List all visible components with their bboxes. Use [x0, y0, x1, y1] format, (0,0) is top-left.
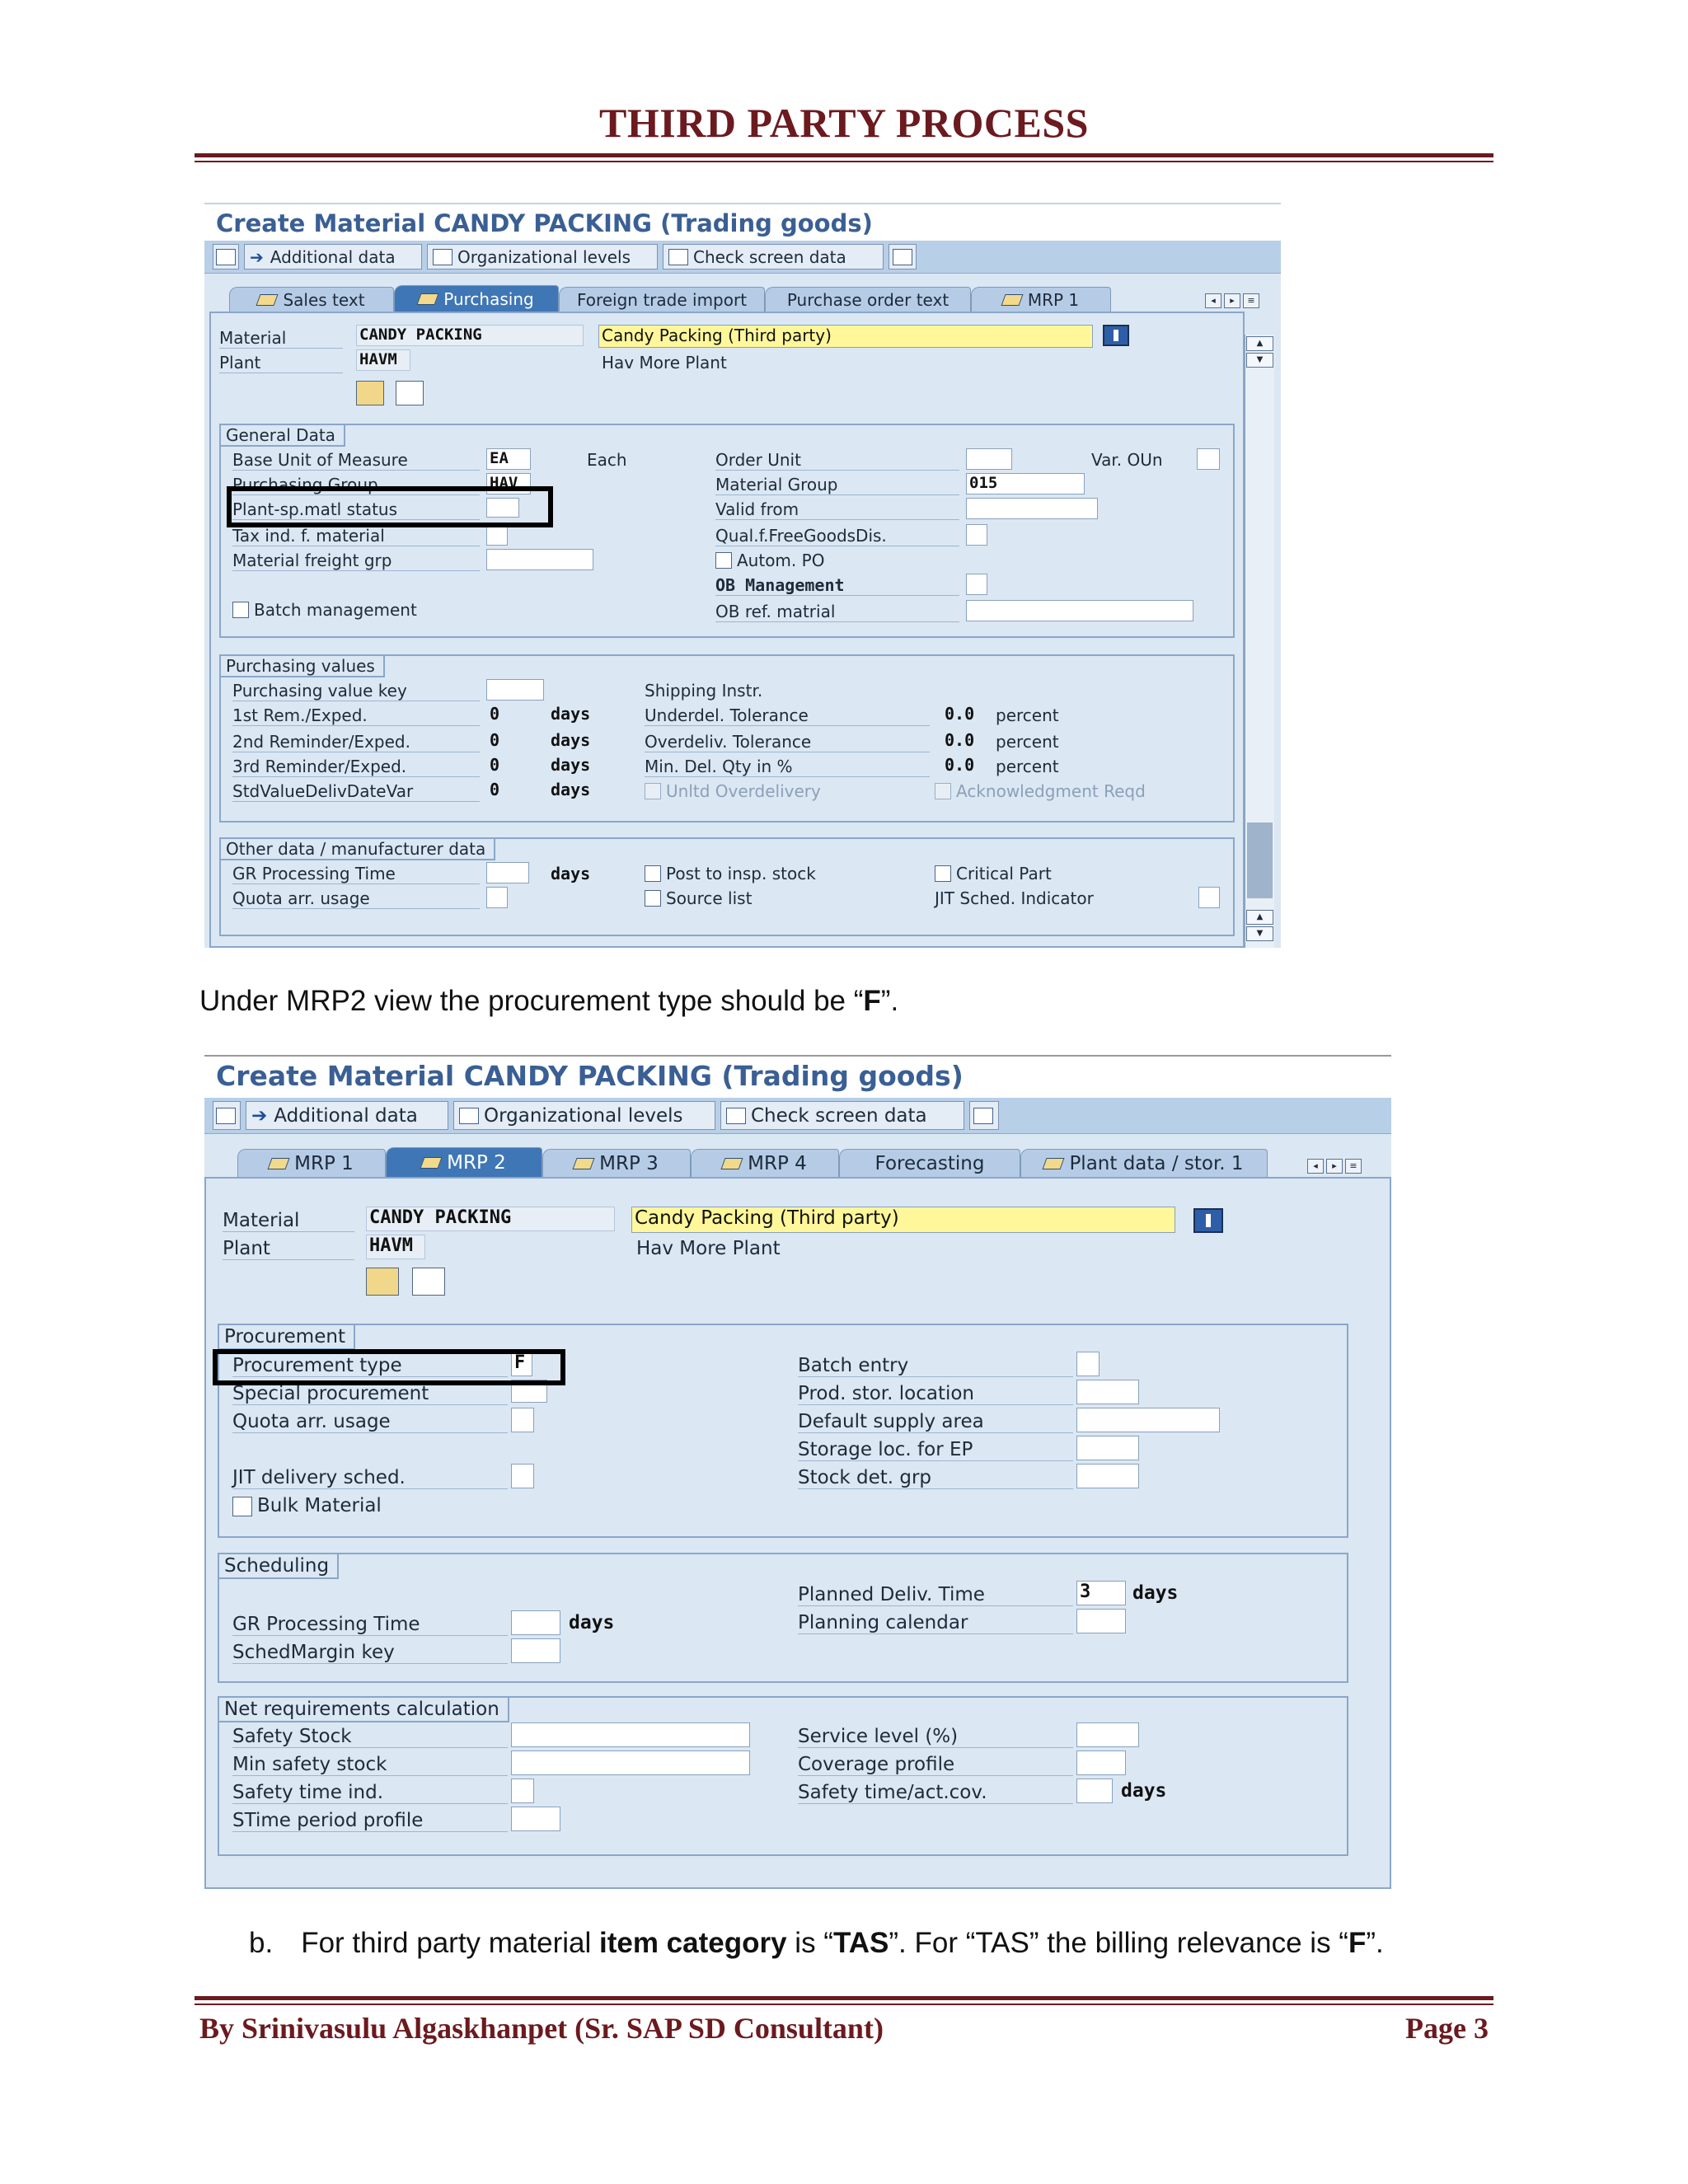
org-levels-button[interactable] — [453, 1101, 715, 1130]
procurement-type-field[interactable]: F — [511, 1352, 532, 1376]
batch-management-checkbox[interactable] — [232, 602, 249, 618]
header-rule — [195, 153, 1493, 157]
arrow-right-icon: ➔ — [251, 1104, 268, 1127]
scroll-up-icon[interactable]: ▲ — [1246, 336, 1273, 351]
sap-screen-purchasing — [204, 203, 1281, 948]
order-unit-field[interactable] — [966, 448, 1012, 470]
plant-label: Plant — [223, 1238, 354, 1260]
group-title: Purchasing values — [221, 656, 385, 677]
coverage-profile-label: Coverage profile — [798, 1754, 1073, 1776]
source-list-checkbox[interactable] — [645, 890, 661, 907]
text-bold: TAS — [832, 1927, 889, 1959]
safety-time-act-unit: days — [1121, 1780, 1167, 1802]
scroll-down-icon[interactable]: ▼ — [1246, 353, 1273, 368]
tab-mrp3[interactable] — [542, 1149, 691, 1177]
text-segment: is “ — [786, 1927, 833, 1959]
rem2-label: 2nd Reminder/Exped. — [232, 732, 480, 752]
tab-list-icon[interactable]: ≡ — [1345, 1159, 1362, 1174]
quota-arr-label: Quota arr. usage — [232, 1411, 508, 1433]
unltd-overdelivery-checkbox[interactable] — [645, 783, 661, 799]
rem1-unit: days — [551, 704, 591, 724]
tab-content — [209, 312, 1245, 948]
valid-from-label: Valid from — [715, 499, 959, 520]
org-data-icon[interactable] — [356, 381, 384, 405]
material-group-label: Material Group — [715, 475, 959, 495]
batch-entry-field[interactable] — [1076, 1352, 1100, 1376]
jit-delivery-label: JIT delivery sched. — [232, 1467, 508, 1489]
material-field[interactable]: CANDY PACKING — [356, 325, 584, 346]
arrow-right-icon: ➔ — [250, 246, 264, 267]
tab-plant-data-stor1[interactable] — [1020, 1149, 1268, 1177]
overdel-value: 0.0 — [945, 730, 975, 750]
tab-left-icon[interactable]: ◂ — [1205, 293, 1221, 308]
material-icon — [216, 249, 236, 265]
tab-mrp1[interactable] — [237, 1149, 386, 1177]
application-toolbar — [204, 241, 1281, 274]
group-title: General Data — [221, 425, 345, 447]
screen-title: Create Material CANDY PACKING (Trading goods) — [204, 203, 1281, 241]
plant-description: Hav More Plant — [602, 353, 727, 373]
coverage-profile-field[interactable] — [1076, 1750, 1126, 1775]
org-levels-label: Organizational levels — [484, 1104, 683, 1127]
purchasing-group-field[interactable]: HAV — [486, 473, 531, 494]
text-segment: ”. — [1366, 1927, 1384, 1959]
tab-foreign-trade-import[interactable] — [559, 287, 765, 312]
print-button[interactable] — [889, 244, 917, 269]
purchasing-group-label: Purchasing Group — [232, 475, 480, 495]
planning-calendar-field[interactable] — [1076, 1609, 1126, 1633]
tab-strip — [204, 274, 1281, 312]
text-bold: item category — [598, 1927, 787, 1959]
other-material-button[interactable] — [213, 1101, 241, 1130]
procurement-type-label: Procurement type — [232, 1355, 508, 1377]
tab-navigation — [1205, 293, 1259, 308]
org-levels-label: Organizational levels — [457, 246, 631, 267]
material-description-field[interactable]: Candy Packing (Third party) — [631, 1207, 1175, 1233]
vertical-scrollbar[interactable] — [1245, 335, 1274, 948]
special-procurement-label: Special procurement — [232, 1383, 508, 1405]
gr-processing-label: GR Processing Time — [232, 864, 480, 884]
planned-deliv-field[interactable]: 3 — [1076, 1581, 1126, 1605]
tab-icon — [420, 1157, 443, 1169]
service-level-label: Service level (%) — [798, 1726, 1073, 1748]
default-supply-area-label: Default supply area — [798, 1411, 1073, 1433]
tab-icon — [1001, 294, 1023, 306]
tab-icon — [1043, 1158, 1065, 1169]
planned-deliv-unit: days — [1132, 1582, 1179, 1604]
other-material-button[interactable] — [213, 244, 239, 269]
plant-label: Plant — [219, 353, 343, 373]
stock-det-grp-label: Stock det. grp — [798, 1467, 1073, 1489]
text-segment: For third party material — [301, 1927, 599, 1959]
general-data-group — [219, 424, 1235, 638]
group-title: Scheduling — [219, 1554, 339, 1579]
critical-part-label: Critical Part — [956, 864, 1052, 883]
check-screen-button[interactable] — [663, 244, 884, 269]
tab-label: Purchase order text — [786, 289, 950, 310]
quota-arr-label: Quota arr. usage — [232, 888, 480, 909]
safety-time-act-label: Safety time/act.cov. — [798, 1782, 1073, 1804]
jit-sched-label: JIT Sched. Indicator — [935, 888, 1094, 908]
qual-free-goods-field[interactable] — [966, 524, 987, 546]
jit-delivery-field[interactable] — [511, 1464, 534, 1488]
additional-data-label: Additional data — [274, 1104, 418, 1127]
tax-ind-label: Tax ind. f. material — [232, 526, 480, 546]
check-icon — [726, 1108, 746, 1124]
prod-stor-location-label: Prod. stor. location — [798, 1383, 1073, 1405]
stime-period-label: STime period profile — [232, 1810, 508, 1832]
tab-icon — [268, 1158, 290, 1169]
tab-list-icon[interactable]: ≡ — [1243, 293, 1259, 308]
tab-icon — [256, 294, 279, 306]
tab-label: Purchasing — [443, 288, 534, 309]
application-toolbar — [204, 1098, 1391, 1134]
footer-rule — [195, 1996, 1493, 2000]
group-title: Net requirements calculation — [219, 1698, 509, 1722]
safety-time-act-field[interactable] — [1076, 1779, 1113, 1803]
scroll-down-icon[interactable]: ▼ — [1246, 926, 1273, 941]
print-button[interactable] — [969, 1101, 999, 1130]
stdvalue-label: StdValueDelivDateVar — [232, 781, 480, 802]
tab-label: MRP 4 — [748, 1152, 807, 1174]
ob-ref-label: OB ref. matrial — [715, 602, 959, 622]
post-insp-label: Post to insp. stock — [666, 864, 816, 883]
min-safety-stock-field[interactable] — [511, 1750, 750, 1775]
text-bold: F — [1348, 1927, 1367, 1959]
page-title: THIRD PARTY PROCESS — [599, 100, 1089, 146]
tab-label: Plant data / stor. 1 — [1069, 1152, 1244, 1174]
tab-mrp2[interactable] — [386, 1147, 542, 1177]
order-unit-label: Order Unit — [715, 450, 959, 471]
freight-grp-label: Material freight grp — [232, 551, 480, 571]
stdvalue-value: 0 — [490, 780, 500, 799]
acknowledgment-label: Acknowledgment Reqd — [956, 781, 1146, 801]
highlight-purchasing-group — [227, 486, 553, 527]
additional-data-button[interactable] — [244, 244, 422, 269]
overdel-unit: percent — [996, 732, 1059, 752]
critical-part-checkbox[interactable] — [935, 865, 951, 882]
tab-label: MRP 1 — [1027, 289, 1080, 310]
source-list-label: Source list — [666, 888, 753, 908]
safety-time-ind-field[interactable] — [511, 1779, 534, 1803]
quota-arr-field[interactable] — [486, 887, 508, 908]
scroll-up-icon[interactable]: ▲ — [1246, 910, 1273, 925]
shipping-instr-label: Shipping Instr. — [645, 681, 763, 701]
paragraph-item-category — [249, 1927, 1384, 1960]
safety-time-ind-label: Safety time ind. — [232, 1782, 508, 1804]
new-document-icon[interactable] — [412, 1268, 445, 1296]
storage-loc-ep-field[interactable] — [1076, 1436, 1139, 1460]
tab-sales-text[interactable] — [229, 287, 394, 312]
material-label: Material — [223, 1210, 354, 1232]
gr-processing-unit: days — [569, 1612, 615, 1633]
base-uom-label: Base Unit of Measure — [232, 450, 480, 471]
var-oun-field[interactable] — [1197, 448, 1220, 470]
check-screen-label: Check screen data — [693, 246, 846, 267]
base-uom-field[interactable]: EA — [486, 448, 531, 470]
additional-data-button[interactable] — [246, 1101, 448, 1130]
var-oun-label: Var. OUn — [1091, 450, 1163, 470]
hierarchy-icon — [459, 1108, 479, 1124]
org-levels-button[interactable] — [427, 244, 658, 269]
check-screen-button[interactable] — [720, 1101, 964, 1130]
tab-strip — [204, 1134, 1391, 1177]
underdel-label: Underdel. Tolerance — [645, 705, 930, 726]
planning-calendar-label: Planning calendar — [798, 1612, 1073, 1634]
post-insp-checkbox[interactable] — [645, 865, 661, 882]
paragraph-mrp2 — [199, 985, 898, 1018]
info-icon[interactable] — [1193, 1208, 1223, 1233]
footer-rule-thin — [195, 2004, 1493, 2005]
stock-det-grp-field[interactable] — [1076, 1464, 1139, 1488]
paragraph-mrp2-text: Under MRP2 view the procurement type should be “F”. — [199, 985, 899, 1017]
bulk-material-label: Bulk Material — [257, 1495, 382, 1516]
check-screen-label: Check screen data — [751, 1104, 927, 1127]
plant-field[interactable]: HAVM — [356, 349, 410, 371]
text-segment: ”. For “TAS” the billing relevance is “ — [889, 1927, 1348, 1959]
overdel-label: Overdeliv. Tolerance — [645, 732, 930, 752]
highlight-procurement-type — [213, 1349, 565, 1385]
tab-purchasing[interactable] — [394, 285, 559, 312]
ob-management-field[interactable] — [966, 574, 987, 595]
qual-free-goods-label: Qual.f.FreeGoodsDis. — [715, 526, 959, 546]
underdel-unit: percent — [996, 705, 1059, 725]
gr-processing-label: GR Processing Time — [232, 1614, 508, 1636]
print-icon — [973, 1108, 993, 1124]
plant-field[interactable]: HAVM — [366, 1235, 425, 1259]
text-bold: F — [863, 985, 881, 1017]
unltd-overdelivery-label: Unltd Overdelivery — [666, 781, 821, 801]
acknowledgment-checkbox[interactable] — [935, 783, 951, 799]
material-label: Material — [219, 328, 343, 349]
rem1-value: 0 — [490, 704, 500, 724]
gr-processing-field[interactable] — [511, 1610, 560, 1635]
ob-management-label: OB Management — [715, 575, 959, 596]
sched-margin-field[interactable] — [511, 1638, 560, 1663]
list-marker: b. — [249, 1927, 274, 1959]
freight-grp-field[interactable] — [486, 549, 593, 570]
prod-stor-location-field[interactable] — [1076, 1380, 1139, 1404]
plant-status-label: Plant-sp.matl status — [232, 499, 480, 520]
tab-label: MRP 2 — [447, 1151, 506, 1174]
tab-right-icon[interactable]: ▸ — [1224, 293, 1240, 308]
tab-label: MRP 1 — [294, 1152, 354, 1174]
rem2-value: 0 — [490, 730, 500, 750]
rem1-label: 1st Rem./Exped. — [232, 705, 480, 726]
material-icon — [216, 1108, 236, 1124]
service-level-field[interactable] — [1076, 1722, 1139, 1747]
print-icon — [893, 249, 912, 265]
tab-icon — [417, 293, 439, 305]
screen-title: Create Material CANDY PACKING (Trading goods) — [204, 1057, 1391, 1098]
rem2-unit: days — [551, 730, 591, 750]
autom-po-label: Autom. PO — [737, 551, 825, 570]
additional-data-label: Additional data — [270, 246, 396, 267]
safety-stock-field[interactable] — [511, 1722, 750, 1747]
stdvalue-unit: days — [551, 780, 591, 799]
batch-entry-label: Batch entry — [798, 1355, 1073, 1377]
batch-management-label: Batch management — [254, 600, 417, 620]
min-del-unit: percent — [996, 757, 1059, 776]
purchasing-values-group — [219, 654, 1235, 823]
planned-deliv-label: Planned Deliv. Time — [798, 1584, 1073, 1606]
ob-ref-field[interactable] — [966, 600, 1193, 621]
autom-po-checkbox[interactable] — [715, 552, 732, 569]
tab-mrp4[interactable] — [691, 1149, 839, 1177]
tab-label: Forecasting — [874, 1152, 985, 1174]
tab-icon — [721, 1158, 743, 1169]
tab-left-icon[interactable]: ◂ — [1307, 1159, 1324, 1174]
rem3-label: 3rd Reminder/Exped. — [232, 757, 480, 777]
info-icon[interactable] — [1103, 325, 1129, 346]
tab-label: Foreign trade import — [576, 289, 748, 310]
footer-page-number: Page 3 — [1405, 2012, 1489, 2045]
footer-author: By Srinivasulu Algaskhanpet (Sr. SAP SD Consultant) — [199, 2012, 884, 2045]
jit-sched-field[interactable] — [1198, 887, 1220, 908]
tab-label: MRP 3 — [599, 1152, 659, 1174]
tab-purchase-order-text[interactable] — [765, 287, 971, 312]
rem3-value: 0 — [490, 755, 500, 775]
sap-screen-mrp2 — [204, 1057, 1391, 1889]
quota-arr-field[interactable] — [511, 1408, 534, 1432]
org-data-icon[interactable] — [366, 1268, 399, 1296]
tab-right-icon[interactable]: ▸ — [1326, 1159, 1343, 1174]
rem3-unit: days — [551, 755, 591, 775]
tab-content — [204, 1177, 1391, 1889]
net-requirements-group — [218, 1696, 1348, 1856]
base-uom-text: Each — [587, 450, 627, 470]
material-field[interactable]: CANDY PACKING — [366, 1207, 615, 1231]
underdel-value: 0.0 — [945, 704, 975, 724]
plant-description: Hav More Plant — [636, 1238, 781, 1259]
pv-key-field[interactable] — [486, 679, 544, 701]
storage-loc-ep-label: Storage loc. for EP — [798, 1439, 1073, 1461]
tab-navigation — [1307, 1159, 1362, 1174]
tab-mrp1[interactable] — [971, 287, 1111, 312]
min-del-value: 0.0 — [945, 755, 975, 775]
min-safety-stock-label: Min safety stock — [232, 1754, 508, 1776]
tab-forecasting[interactable] — [839, 1149, 1020, 1177]
group-title: Other data / manufacturer data — [221, 839, 495, 860]
default-supply-area-field[interactable] — [1076, 1408, 1220, 1432]
bulk-material-checkbox[interactable] — [232, 1497, 252, 1516]
material-description-field[interactable]: Candy Packing (Third party) — [598, 325, 1093, 348]
group-title: Procurement — [219, 1325, 355, 1350]
check-icon — [668, 249, 688, 265]
scroll-thumb[interactable] — [1247, 823, 1273, 898]
other-data-group — [219, 837, 1235, 936]
min-del-label: Min. Del. Qty in % — [645, 757, 930, 777]
material-group-field[interactable]: 015 — [966, 473, 1085, 494]
hierarchy-icon — [433, 249, 452, 265]
tab-icon — [573, 1158, 595, 1169]
new-document-icon[interactable] — [396, 381, 424, 405]
gr-processing-field[interactable] — [486, 862, 529, 883]
tab-label: Sales text — [283, 289, 365, 310]
pv-key-label: Purchasing value key — [232, 681, 480, 701]
stime-period-field[interactable] — [511, 1807, 560, 1831]
safety-stock-label: Safety Stock — [232, 1726, 508, 1748]
valid-from-field[interactable] — [966, 498, 1098, 519]
gr-processing-unit: days — [551, 864, 591, 883]
sched-margin-label: SchedMargin key — [232, 1642, 508, 1664]
scheduling-group — [218, 1553, 1348, 1683]
header-rule-thin — [195, 161, 1493, 162]
